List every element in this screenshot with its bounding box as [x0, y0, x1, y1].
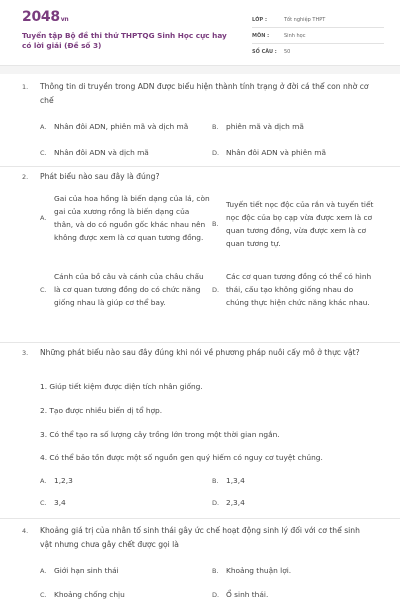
option-text: Nhân đôi ADN và phiên mã [226, 148, 327, 157]
option-d[interactable] [212, 270, 378, 309]
meta-key: SỐ CÂU : [252, 49, 277, 55]
statement: 2. Tạo được nhiều biến dị tổ hợp. [40, 406, 163, 415]
divider [0, 166, 400, 167]
question-number: 2. [22, 173, 29, 181]
option-letter: C. [40, 590, 47, 599]
option-d[interactable] [212, 146, 326, 159]
option-text: Nhân đôi ADN và dịch mã [54, 148, 149, 157]
option-a[interactable] [40, 564, 119, 577]
option-letter: B. [212, 566, 219, 575]
option-text: phiên mã và dịch mã [226, 122, 304, 131]
option-text: Tuyến tiết nọc độc của rắn và tuyến tiết nọc độc của bọ cạp vừa được xem là cơ quan tương đồng, vừa được xem là cơ quan tương tự. [226, 200, 374, 248]
meta-question-count [252, 44, 384, 60]
question-text: Khoảng giá trị của nhân tố sinh thái gây ức chế hoạt động sinh lý đối với cơ thể sinh vật nhưng chưa gây chết được gọi là [40, 526, 360, 549]
option-letter: C. [40, 148, 47, 157]
statement: 1. Giúp tiết kiệm được diện tích nhân giống. [40, 382, 203, 391]
option-text: Khoảng chống chịu [54, 590, 125, 599]
divider [0, 342, 400, 343]
option-letter: D. [212, 590, 220, 599]
option-text: Các cơ quan tương đồng có thể có hình thái, cấu tạo không giống nhau do chúng thực hiện chức năng khác nhau. [226, 272, 372, 307]
option-letter: B. [212, 122, 219, 131]
option-c[interactable] [40, 496, 66, 509]
meta-value: Tốt nghiệp THPT [284, 16, 326, 23]
option-text: Giới hạn sinh thái [54, 566, 119, 575]
option-a[interactable] [40, 192, 212, 244]
option-text: 1,2,3 [54, 476, 73, 485]
divider [0, 518, 400, 519]
option-letter: D. [212, 148, 220, 157]
option-letter: C. [40, 285, 47, 294]
question-text: Thông tin di truyền trong ADN được biểu hiện thành tính trạng ở đời cá thể con nhờ cơ chế [40, 82, 369, 105]
question-text: Những phát biểu nào sau đây đúng khi nói về phương pháp nuôi cấy mô ở thực vật? [40, 348, 360, 357]
option-d[interactable] [212, 496, 245, 509]
questions-list [0, 74, 400, 600]
option-text: 2,3,4 [226, 498, 245, 507]
option-text: Khoảng thuận lợi. [226, 566, 292, 575]
meta-value: 50 [284, 49, 291, 55]
option-letter: D. [212, 498, 220, 507]
option-c[interactable] [40, 588, 125, 600]
logo-text: 2048 [22, 9, 60, 25]
meta-key: LỚP : [252, 16, 267, 23]
option-letter: A. [40, 214, 47, 222]
option-letter: B. [212, 220, 219, 228]
exam-meta [252, 12, 384, 60]
option-b[interactable] [212, 120, 304, 133]
meta-value: Sinh học [284, 32, 306, 39]
option-text: Nhân đôi ADN, phiên mã và dịch mã [54, 122, 189, 131]
question-number: 1. [22, 83, 29, 91]
statement: 3. Có thể tạo ra số lượng cây trồng lớn trong một thời gian ngắn. [40, 430, 280, 439]
meta-key: MÔN : [252, 32, 270, 39]
option-letter: B. [212, 476, 219, 485]
option-letter: C. [40, 498, 47, 507]
option-b[interactable] [212, 564, 291, 577]
option-b[interactable] [212, 198, 378, 250]
site-logo[interactable] [22, 9, 68, 25]
option-letter: A. [40, 476, 47, 485]
statement: 4. Có thể bảo tồn được một số nguồn gen quý hiếm có nguy cơ tuyệt chủng. [40, 453, 323, 462]
option-d[interactable] [212, 588, 268, 600]
option-letter: A. [40, 122, 47, 131]
meta-subject [252, 28, 384, 44]
option-a[interactable] [40, 474, 73, 487]
option-text: Cánh của bồ câu và cánh của châu chấu là cơ quan tương đồng do có chức năng giống nhau là giúp cơ thể bay. [54, 272, 204, 307]
header [0, 0, 400, 66]
option-letter: A. [40, 566, 47, 575]
question-number: 4. [22, 527, 29, 535]
question-text: Phát biểu nào sau đây là đúng? [40, 172, 160, 181]
option-c[interactable] [40, 146, 149, 159]
logo-suffix: vn [60, 16, 69, 23]
option-a[interactable] [40, 120, 188, 133]
option-b[interactable] [212, 474, 245, 487]
meta-class [252, 12, 384, 28]
option-letter: D. [212, 285, 220, 294]
question-number: 3. [22, 349, 29, 357]
option-text: Gai của hoa hồng là biến dạng của lá, còn gai của xương rồng là biến dạng của thân, và do có nguồn gốc khác nhau nên không được xem là cơ quan tương đồng. [54, 194, 210, 242]
option-text: 1,3,4 [226, 476, 245, 485]
option-text: Ổ sinh thái. [226, 590, 269, 599]
option-c[interactable] [40, 270, 212, 309]
option-text: 3,4 [54, 498, 66, 507]
document-title: Tuyển tập Bộ đề thi thử THPTQG Sinh Học cực hay có lời giải (Đề số 3) [22, 31, 227, 50]
